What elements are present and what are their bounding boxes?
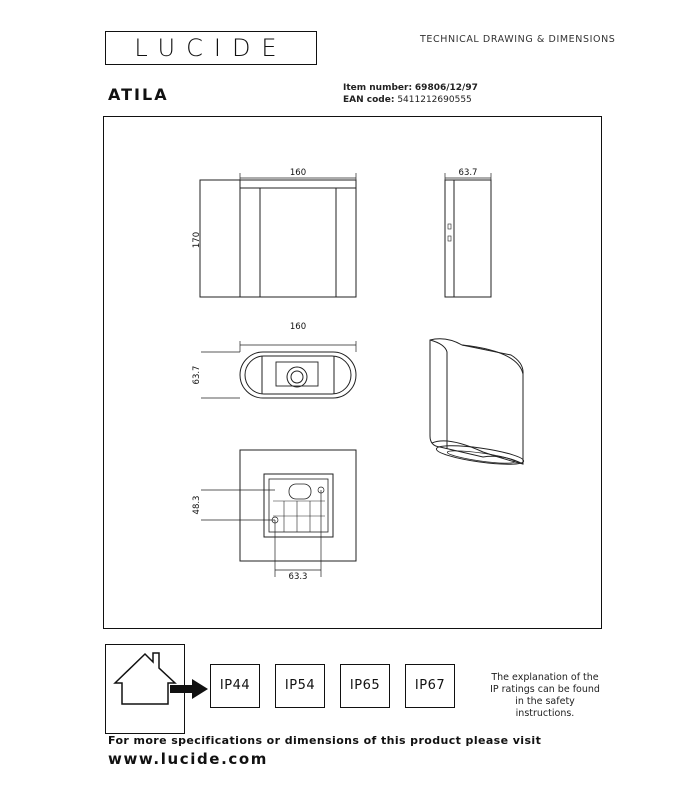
ip-note-line: The explanation of the: [491, 672, 599, 683]
ip-rating-ip54: IP54: [275, 664, 325, 708]
brand-logo: LUCIDE: [134, 34, 288, 62]
house-icon: [105, 644, 215, 734]
item-number-line: [343, 83, 478, 93]
mount-view: [192, 450, 356, 582]
dim-top-depth: 63.7: [192, 365, 202, 385]
ip-note-line: in the safety: [515, 696, 575, 707]
ip-rating-ip44: IP44: [210, 664, 260, 708]
dim-mount-height: 48.3: [192, 495, 202, 515]
item-number-label: Item number:: [343, 83, 413, 93]
perspective-view: [430, 339, 525, 468]
ean-line: [343, 95, 472, 105]
ip-rating-ip67: IP67: [405, 664, 455, 708]
dim-mount-width: 63.3: [288, 572, 308, 582]
side-view: [445, 168, 491, 297]
dim-top-width: 160: [289, 322, 307, 332]
dim-front-width: 160: [289, 168, 307, 178]
ip-note-line: IP ratings can be found: [490, 684, 600, 695]
ean-label: EAN code:: [343, 95, 395, 105]
front-view: [192, 168, 356, 297]
arrow-right-icon: [170, 679, 208, 699]
technical-drawing: [103, 116, 602, 629]
item-number-value: 69806/12/97: [414, 83, 478, 93]
website-link[interactable]: www.lucide.com: [108, 750, 268, 768]
product-name: ATILA: [108, 85, 169, 104]
dim-front-height: 170: [192, 231, 202, 249]
document-type: TECHNICAL DRAWING & DIMENSIONS: [420, 34, 616, 45]
ip-note: [480, 672, 610, 720]
footer-text: For more specifications or dimensions of this product please visit: [108, 734, 542, 747]
ip-note-line: instructions.: [515, 708, 575, 719]
dim-side-depth: 63.7: [458, 168, 478, 178]
ip-rating-ip65: IP65: [340, 664, 390, 708]
ean-value: 5411212690555: [397, 95, 472, 105]
top-view: [192, 322, 356, 398]
